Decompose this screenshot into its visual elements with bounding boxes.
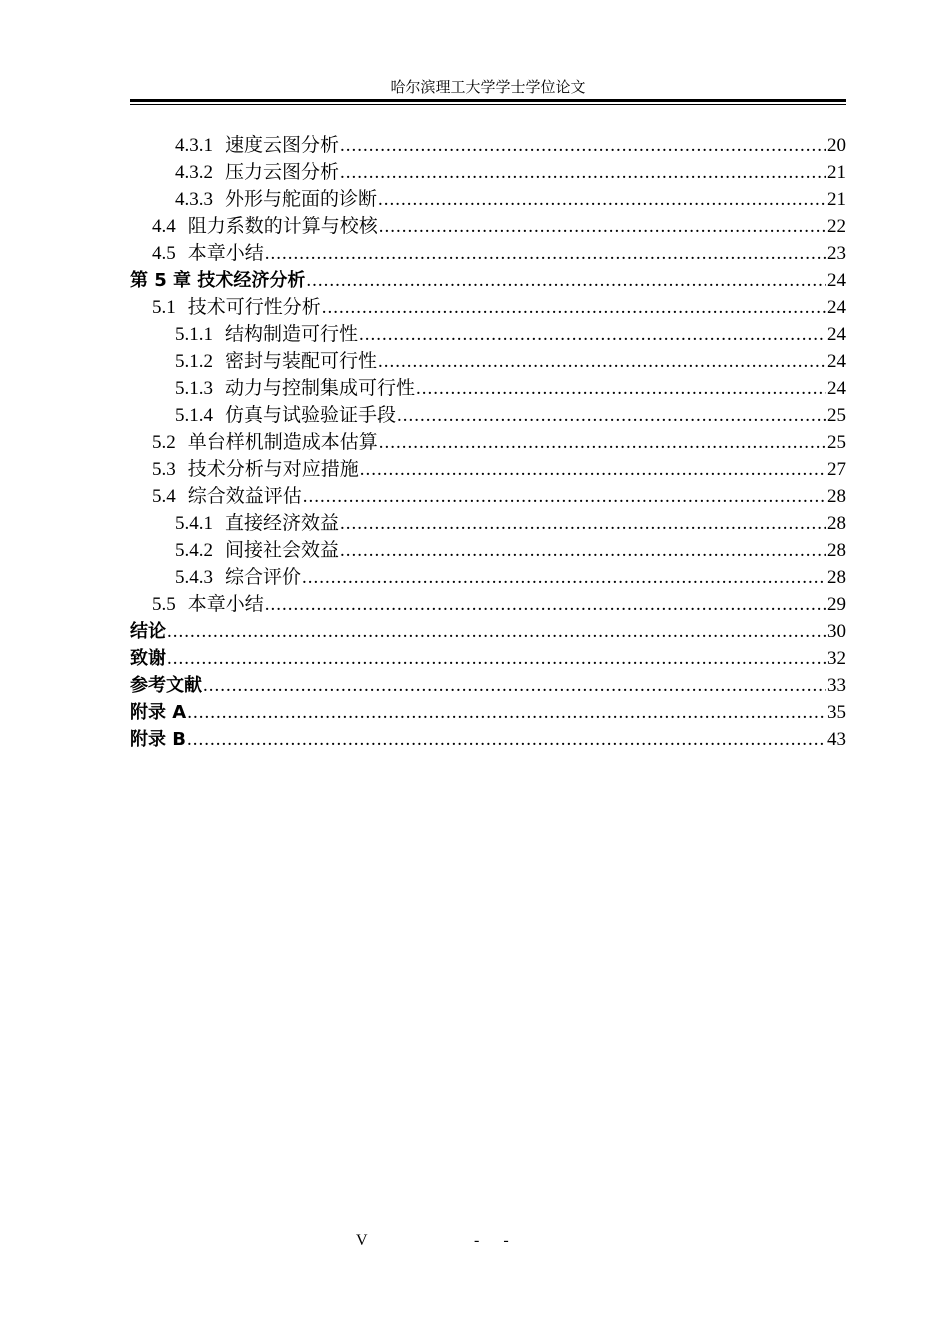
toc-dot-leader xyxy=(167,618,826,645)
toc-entry-page-number: 21 xyxy=(827,189,846,210)
toc-entry[interactable] xyxy=(130,402,846,429)
toc-entry[interactable] xyxy=(130,726,846,753)
toc-entry-title: 第 5 章 技术经济分析 xyxy=(130,270,306,291)
toc-entry-label xyxy=(152,456,359,483)
toc-dot-leader xyxy=(359,321,826,348)
header-rule-thick xyxy=(130,99,846,102)
toc-entry-page-number: 27 xyxy=(827,459,846,480)
toc-entry-page-number: 28 xyxy=(827,486,846,507)
header-rule-thin xyxy=(130,104,846,105)
toc-entry[interactable] xyxy=(130,564,846,591)
toc-entry[interactable] xyxy=(130,294,846,321)
toc-entry-page-number: 25 xyxy=(827,405,846,426)
toc-entry[interactable] xyxy=(130,267,846,294)
toc-entry-label xyxy=(175,132,339,159)
toc-entry-label xyxy=(152,213,378,240)
toc-dot-leader xyxy=(265,591,826,618)
toc-entry-title: 结构制造可行性 xyxy=(225,324,359,345)
toc-entry-page-number: 35 xyxy=(827,702,846,723)
toc-entry-title: 参考文献 xyxy=(130,675,202,696)
toc-entry-number: 5.4 xyxy=(152,486,176,507)
header-title: 哈尔滨理工大学学士学位论文 xyxy=(390,80,586,96)
toc-dot-leader xyxy=(187,699,826,726)
toc-entry-title: 技术分析与对应措施 xyxy=(187,459,359,480)
toc-entry[interactable] xyxy=(130,618,846,645)
toc-entry-number: 5.2 xyxy=(152,432,176,453)
toc-entry[interactable] xyxy=(130,429,846,456)
toc-dot-leader xyxy=(303,483,826,510)
toc-entry-number: 4.3.1 xyxy=(175,135,213,156)
toc-entry[interactable] xyxy=(130,348,846,375)
toc-dot-leader xyxy=(397,402,826,429)
toc-entry-page-number: 43 xyxy=(827,729,846,750)
toc-dot-leader xyxy=(379,213,826,240)
toc-entry[interactable] xyxy=(130,537,846,564)
toc-dot-leader xyxy=(360,456,826,483)
table-of-contents xyxy=(130,132,846,753)
toc-entry-page-number: 21 xyxy=(827,162,846,183)
toc-entry-page-number: 23 xyxy=(827,243,846,264)
toc-entry[interactable] xyxy=(130,699,846,726)
toc-entry-label xyxy=(130,645,166,672)
toc-entry-page-number: 25 xyxy=(827,432,846,453)
toc-entry-title: 综合效益评估 xyxy=(187,486,302,507)
toc-entry-label xyxy=(152,294,321,321)
toc-dot-leader xyxy=(265,240,826,267)
toc-dot-leader xyxy=(378,348,826,375)
toc-entry-title: 压力云图分析 xyxy=(225,162,340,183)
toc-entry-label xyxy=(175,537,339,564)
toc-entry-label xyxy=(175,159,339,186)
toc-entry[interactable] xyxy=(130,375,846,402)
toc-dot-leader xyxy=(167,645,826,672)
toc-entry-page-number: 24 xyxy=(827,270,846,291)
toc-entry-page-number: 33 xyxy=(827,675,846,696)
toc-entry-title: 密封与装配可行性 xyxy=(225,351,378,372)
toc-entry-title: 单台样机制造成本估算 xyxy=(187,432,378,453)
toc-entry-title: 动力与控制集成可行性 xyxy=(225,378,416,399)
toc-entry-title: 直接经济效益 xyxy=(225,513,340,534)
toc-entry-page-number: 24 xyxy=(827,351,846,372)
toc-entry-title: 附录 B xyxy=(130,729,186,750)
toc-entry[interactable] xyxy=(130,591,846,618)
toc-entry-label xyxy=(130,726,186,753)
toc-entry-label xyxy=(130,267,305,294)
toc-dot-leader xyxy=(340,132,826,159)
toc-entry-number: 5.1.1 xyxy=(175,324,213,345)
toc-entry-title: 综合评价 xyxy=(225,567,302,588)
toc-entry-label xyxy=(130,618,166,645)
toc-dot-leader xyxy=(378,186,826,213)
toc-dot-leader xyxy=(322,294,826,321)
toc-dot-leader xyxy=(187,726,826,753)
toc-entry-label xyxy=(175,510,339,537)
toc-entry-page-number: 20 xyxy=(827,135,846,156)
toc-entry-page-number: 28 xyxy=(827,513,846,534)
toc-dot-leader xyxy=(302,564,826,591)
toc-entry-number: 5.1.2 xyxy=(175,351,213,372)
toc-entry[interactable] xyxy=(130,321,846,348)
toc-dot-leader xyxy=(340,159,826,186)
toc-entry-number: 5.3 xyxy=(152,459,176,480)
toc-entry-label xyxy=(175,564,301,591)
toc-entry-page-number: 28 xyxy=(827,567,846,588)
toc-entry-page-number: 24 xyxy=(827,324,846,345)
toc-entry-number: 4.5 xyxy=(152,243,176,264)
toc-entry[interactable] xyxy=(130,213,846,240)
toc-entry-number: 5.4.3 xyxy=(175,567,213,588)
toc-entry-title: 致谢 xyxy=(130,648,166,669)
toc-dot-leader xyxy=(340,510,826,537)
toc-dot-leader xyxy=(306,267,826,294)
toc-dot-leader xyxy=(416,375,826,402)
toc-entry-page-number: 28 xyxy=(827,540,846,561)
toc-entry-page-number: 24 xyxy=(827,378,846,399)
toc-entry-number: 5.4.1 xyxy=(175,513,213,534)
toc-entry-title: 阻力系数的计算与校核 xyxy=(187,216,378,237)
toc-entry[interactable] xyxy=(130,645,846,672)
toc-entry[interactable] xyxy=(130,456,846,483)
toc-entry-title: 外形与舵面的诊断 xyxy=(225,189,378,210)
toc-entry-title: 本章小结 xyxy=(187,243,264,264)
toc-entry-label xyxy=(175,348,377,375)
toc-entry-label xyxy=(152,591,264,618)
toc-entry-label xyxy=(152,240,264,267)
toc-entry-number: 5.1.3 xyxy=(175,378,213,399)
toc-entry[interactable] xyxy=(130,483,846,510)
toc-entry-title: 仿真与试验验证手段 xyxy=(225,405,397,426)
toc-dot-leader xyxy=(340,537,826,564)
toc-entry-number: 5.1.4 xyxy=(175,405,213,426)
toc-entry-label xyxy=(130,672,202,699)
toc-entry-label xyxy=(175,402,396,429)
toc-entry-label xyxy=(175,375,415,402)
toc-entry-title: 间接社会效益 xyxy=(225,540,340,561)
toc-entry-page-number: 30 xyxy=(827,621,846,642)
toc-entry-number: 5.1 xyxy=(152,297,176,318)
toc-entry-title: 本章小结 xyxy=(187,594,264,615)
toc-entry-page-number: 24 xyxy=(827,297,846,318)
toc-entry-number: 4.4 xyxy=(152,216,176,237)
toc-entry-label xyxy=(175,321,358,348)
footer-page-number: V xyxy=(356,1232,368,1249)
toc-entry-page-number: 32 xyxy=(827,648,846,669)
toc-entry-number: 4.3.3 xyxy=(175,189,213,210)
toc-entry-label xyxy=(130,699,186,726)
toc-entry[interactable] xyxy=(130,672,846,699)
footer-dashes: - - xyxy=(474,1232,519,1249)
toc-entry-number: 4.3.2 xyxy=(175,162,213,183)
toc-dot-leader xyxy=(203,672,826,699)
toc-entry-number: 5.5 xyxy=(152,594,176,615)
toc-entry-page-number: 22 xyxy=(827,216,846,237)
toc-entry-number: 5.4.2 xyxy=(175,540,213,561)
toc-entry-title: 技术可行性分析 xyxy=(187,297,321,318)
toc-entry-page-number: 29 xyxy=(827,594,846,615)
toc-entry-title: 速度云图分析 xyxy=(225,135,340,156)
toc-entry[interactable] xyxy=(130,240,846,267)
toc-entry-label xyxy=(175,186,377,213)
toc-entry[interactable] xyxy=(130,510,846,537)
toc-entry[interactable] xyxy=(130,132,846,159)
toc-entry-title: 附录 A xyxy=(130,702,187,723)
toc-dot-leader xyxy=(379,429,826,456)
toc-entry[interactable] xyxy=(130,186,846,213)
toc-entry-title: 结论 xyxy=(130,621,166,642)
toc-entry[interactable] xyxy=(130,159,846,186)
toc-entry-label xyxy=(152,429,378,456)
toc-entry-label xyxy=(152,483,302,510)
